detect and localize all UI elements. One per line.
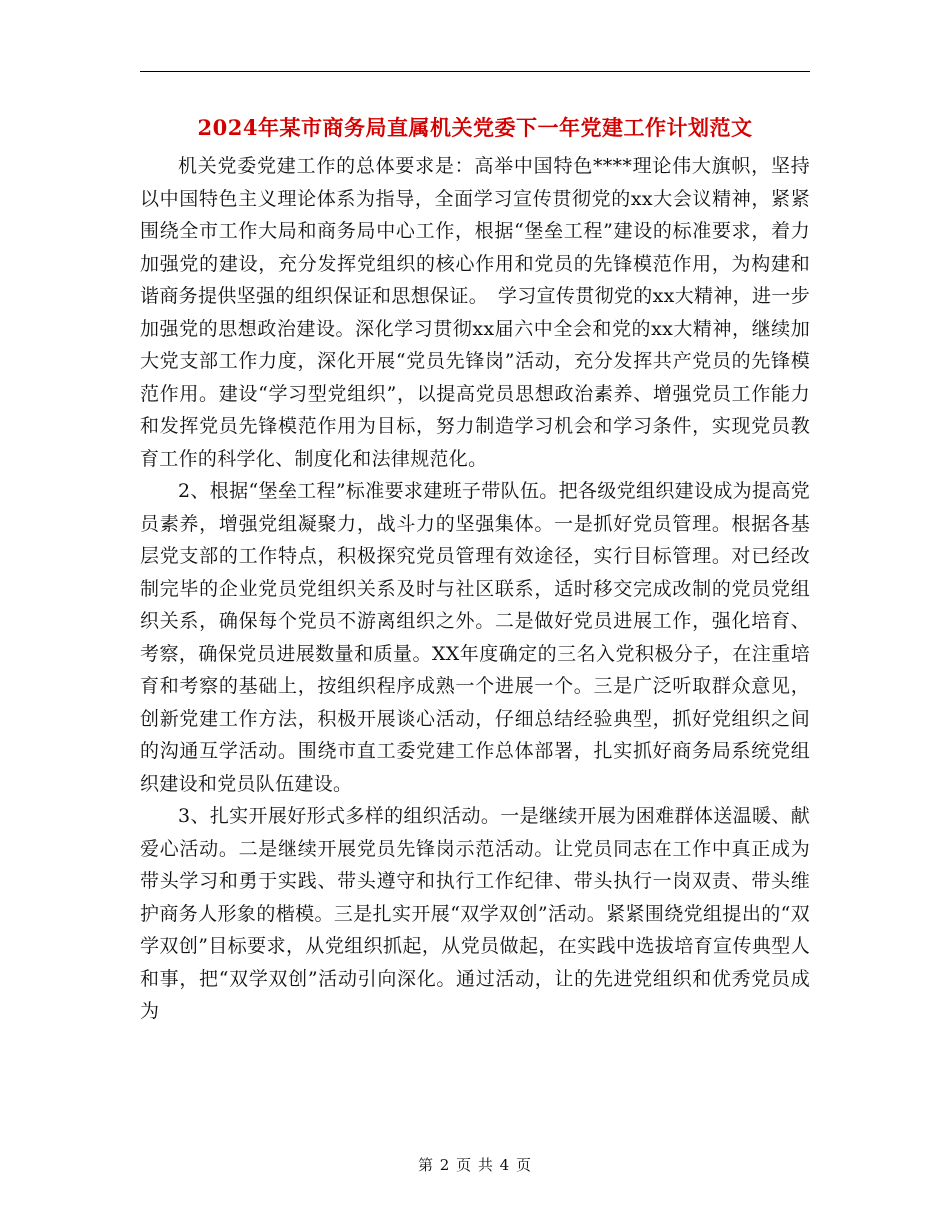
page-number-footer: 第 2 页 共 4 页 — [418, 1156, 532, 1174]
paragraph-1: 机关党委党建工作的总体要求是：高举中国特色****理论伟大旗帜，坚持以中国特色主义理论体系为指导，全面学习宣传贯彻党的xx大会议精神，紧紧围绕全市工作大局和商务局中心工作，根据“堡垒工程”建设的标准要求，着力加强党的建设，充分发挥党组织的核心作用和党员的先锋模范作用，为构建和谐商务提供坚强的组织保证和思想保证。 学习宣传贯彻党的xx大精神，进一步加强党的思想政治建设。深化学习贯彻xx届六中全会和党的xx大精神，继续加大党支部工作力度，深化开展“党员先锋岗”活动，充分发挥共产党员的先锋模范作用。建设“学习型党组织”，以提高党员思想政治素养、增强党员工作能力和发挥党员先锋模范作用为目标，努力制造学习机会和学习条件，实现党员教育工作的科学化、制度化和法律规范化。 — [140, 155, 810, 470]
paragraph-3: 3、扎实开展好形式多样的组织活动。一是继续开展为困难群体送温暖、献爱心活动。二是继续开展党员先锋岗示范活动。让党员同志在工作中真正成为带头学习和勇于实践、带头遵守和执行工作纪律、带头执行一岗双责、带头维护商务人形象的楷模。三是扎实开展“双学双创”活动。紧紧围绕党组提出的“双学双创”目标要求，从党组织抓起，从党员做起，在实践中选拔培育宣传典型人和事，把“双学双创”活动引向深化。通过活动，让的先进党组织和优秀党员成为 — [140, 805, 810, 1022]
paragraph-2: 2、根据“堡垒工程”标准要求建班子带队伍。把各级党组织建设成为提高党员素养，增强党组凝聚力，战斗力的坚强集体。一是抓好党员管理。根据各基层党支部的工作特点，积极探究党员管理有效途径，实行目标管理。对已经改制完毕的企业党员党组织关系及时与社区联系，适时移交完成改制的党员党组织关系，确保每个党员不游离组织之外。二是做好党员进展工作，强化培育、考察，确保党员进展数量和质量。XX年度确定的三名入党积极分子，在注重培育和考察的基础上，按组织程序成熟一个进展一个。三是广泛听取群众意见，创新党建工作方法，积极开展谈心活动，仔细总结经验典型，抓好党组织之间的沟通互学活动。围绕市直工委党建工作总体部署，扎实抓好商务局系统党组织建设和党员队伍建设。 — [140, 480, 810, 795]
header-rule — [140, 71, 810, 72]
document-title: 2024年某市商务局直属机关党委下一年党建工作计划范文 — [197, 115, 753, 140]
document-body — [140, 150, 810, 1028]
